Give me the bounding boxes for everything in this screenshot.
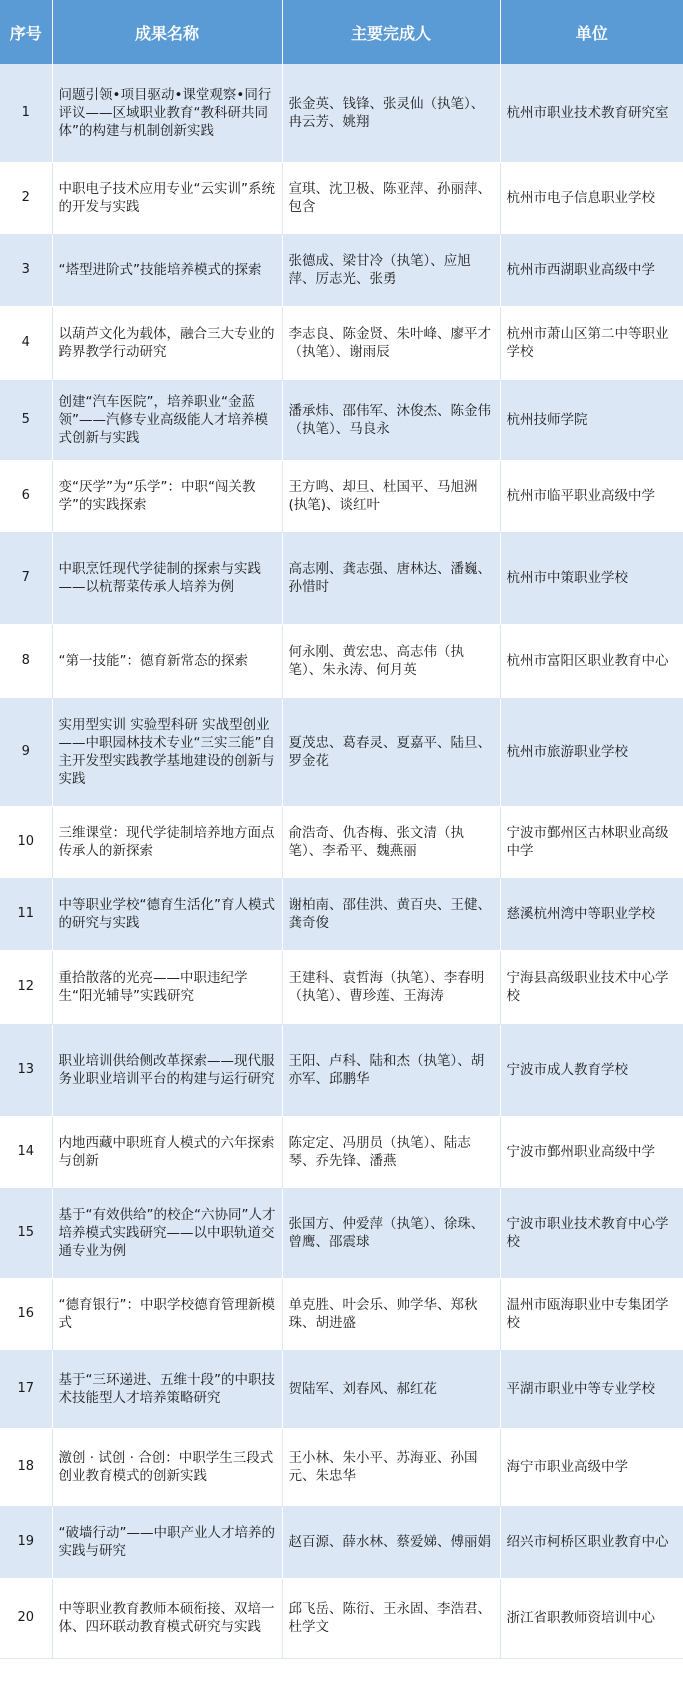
table-body	[0, 64, 683, 1658]
cell-people: 张德成、梁甘冷（执笔）、应旭萍、厉志光、张勇	[282, 234, 500, 306]
table-row	[0, 64, 683, 162]
cell-unit: 宁波市鄞州区古林职业高级中学	[500, 806, 683, 878]
cell-people: 高志刚、龚志强、唐林达、潘巍、孙惜时	[282, 532, 500, 624]
table-row	[0, 532, 683, 624]
cell-people: 宣琪、沈卫极、陈亚萍、孙丽萍、包含	[282, 162, 500, 234]
cell-no: 1	[0, 64, 52, 162]
cell-unit: 杭州市电子信息职业学校	[500, 162, 683, 234]
table-row	[0, 1578, 683, 1658]
table-row	[0, 698, 683, 806]
table-row	[0, 878, 683, 950]
cell-no: 20	[0, 1578, 52, 1658]
cell-people: 王建科、袁哲海（执笔）、李春明（执笔）、曹珍莲、王海涛	[282, 950, 500, 1024]
table-row	[0, 162, 683, 234]
cell-unit: 杭州市职业技术教育研究室	[500, 64, 683, 162]
cell-title: 三维课堂：现代学徒制培养地方面点传承人的新探索	[52, 806, 282, 878]
cell-no: 11	[0, 878, 52, 950]
cell-no: 16	[0, 1278, 52, 1350]
cell-unit: 杭州市富阳区职业教育中心	[500, 624, 683, 698]
cell-no: 4	[0, 306, 52, 380]
cell-title: “塔型进阶式”技能培养模式的探索	[52, 234, 282, 306]
cell-no: 15	[0, 1188, 52, 1278]
cell-title: 激创 · 试创 · 合创：中职学生三段式创业教育模式的创新实践	[52, 1428, 282, 1506]
cell-people: 贺陆军、刘春风、郝红花	[282, 1350, 500, 1428]
cell-title: 变“厌学”为“乐学”：中职“闯关教学”的实践探索	[52, 460, 282, 532]
table-row	[0, 460, 683, 532]
cell-unit: 杭州市萧山区第二中等职业学校	[500, 306, 683, 380]
cell-title: 内地西藏中职班育人模式的六年探索与创新	[52, 1116, 282, 1188]
cell-title: 中职烹饪现代学徒制的探索与实践——以杭帮菜传承人培养为例	[52, 532, 282, 624]
cell-unit: 杭州技师学院	[500, 380, 683, 460]
cell-people: 李志良、陈金贤、朱叶峰、廖平才（执笔）、谢雨辰	[282, 306, 500, 380]
cell-title: 以葫芦文化为载体，融合三大专业的跨界教学行动研究	[52, 306, 282, 380]
cell-no: 6	[0, 460, 52, 532]
table-row	[0, 1506, 683, 1578]
cell-people: 王阳、卢科、陆和杰（执笔）、胡亦军、邱鹏华	[282, 1024, 500, 1116]
cell-people: 夏茂忠、葛春灵、夏嘉平、陆旦、罗金花	[282, 698, 500, 806]
cell-people: 单克胜、叶会乐、帅学华、郑秋珠、胡进盛	[282, 1278, 500, 1350]
cell-people: 赵百源、薛水林、蔡爱娣、傅丽娟	[282, 1506, 500, 1578]
cell-no: 7	[0, 532, 52, 624]
cell-unit: 绍兴市柯桥区职业教育中心	[500, 1506, 683, 1578]
cell-unit: 宁波市职业技术教育中心学校	[500, 1188, 683, 1278]
cell-title: 重拾散落的光亮——中职违纪学生“阳光辅导”实践研究	[52, 950, 282, 1024]
cell-title: 职业培训供给侧改革探索——现代服务业职业培训平台的构建与运行研究	[52, 1024, 282, 1116]
cell-unit: 浙江省职教师资培训中心	[500, 1578, 683, 1658]
cell-no: 3	[0, 234, 52, 306]
cell-no: 10	[0, 806, 52, 878]
cell-people: 何永刚、黄宏忠、高志伟（执笔）、朱永涛、何月英	[282, 624, 500, 698]
header-no: 序号	[0, 0, 52, 64]
table-row	[0, 306, 683, 380]
cell-people: 王方鸣、却旦、杜国平、马旭洲(执笔)、谈红叶	[282, 460, 500, 532]
cell-unit: 平湖市职业中等专业学校	[500, 1350, 683, 1428]
cell-no: 5	[0, 380, 52, 460]
cell-title: 中职电子技术应用专业“云实训”系统的开发与实践	[52, 162, 282, 234]
table-row	[0, 624, 683, 698]
header-people: 主要完成人	[282, 0, 500, 64]
cell-unit: 杭州市临平职业高级中学	[500, 460, 683, 532]
table-header	[0, 0, 683, 64]
cell-no: 9	[0, 698, 52, 806]
table-row	[0, 1428, 683, 1506]
cell-unit: 杭州市西湖职业高级中学	[500, 234, 683, 306]
cell-title: 创建“汽车医院”，培养职业“金蓝领”——汽修专业高级能人才培养模式创新与实践	[52, 380, 282, 460]
cell-no: 18	[0, 1428, 52, 1506]
cell-people: 潘承炜、邵伟军、沐俊杰、陈金伟（执笔）、马良永	[282, 380, 500, 460]
cell-people: 张国方、仲爱萍（执笔）、徐珠、曾鹰、邵震球	[282, 1188, 500, 1278]
table-row	[0, 234, 683, 306]
cell-people: 谢柏南、邵佳洪、黄百央、王健、龚奇俊	[282, 878, 500, 950]
cell-no: 8	[0, 624, 52, 698]
cell-unit: 宁波市成人教育学校	[500, 1024, 683, 1116]
cell-unit: 杭州市中策职业学校	[500, 532, 683, 624]
table-row	[0, 1024, 683, 1116]
cell-people: 张金英、钱锋、张灵仙（执笔）、冉云芳、姚翔	[282, 64, 500, 162]
cell-unit: 杭州市旅游职业学校	[500, 698, 683, 806]
cell-title: 实用型实训 实验型科研 实战型创业——中职园林技术专业“三实三能”自主开发型实践教学基地建设的创新与实践	[52, 698, 282, 806]
cell-unit: 慈溪杭州湾中等职业学校	[500, 878, 683, 950]
cell-unit: 宁波市鄞州职业高级中学	[500, 1116, 683, 1188]
table-row	[0, 950, 683, 1024]
table-row	[0, 1116, 683, 1188]
cell-title: “破墙行动”——中职产业人才培养的实践与研究	[52, 1506, 282, 1578]
table-row	[0, 1350, 683, 1428]
table-row	[0, 1188, 683, 1278]
cell-people: 王小林、朱小平、苏海亚、孙国元、朱忠华	[282, 1428, 500, 1506]
cell-title: 基于“三环递进、五维十段”的中职技术技能型人才培养策略研究	[52, 1350, 282, 1428]
cell-unit: 温州市瓯海职业中专集团学校	[500, 1278, 683, 1350]
cell-title: “第一技能”：德育新常态的探索	[52, 624, 282, 698]
cell-no: 17	[0, 1350, 52, 1428]
cell-no: 2	[0, 162, 52, 234]
cell-unit: 海宁市职业高级中学	[500, 1428, 683, 1506]
cell-people: 俞浩奇、仇杏梅、张文清（执笔）、李希平、魏燕丽	[282, 806, 500, 878]
table-row	[0, 1278, 683, 1350]
cell-title: 中等职业学校“德育生活化”育人模式的研究与实践	[52, 878, 282, 950]
cell-people: 陈定定、冯朋员（执笔）、陆志琴、乔先锋、潘燕	[282, 1116, 500, 1188]
header-unit: 单位	[500, 0, 683, 64]
table-row	[0, 806, 683, 878]
header-row	[0, 0, 683, 64]
table-row	[0, 380, 683, 460]
header-title: 成果名称	[52, 0, 282, 64]
cell-unit: 宁海县高级职业技术中心学校	[500, 950, 683, 1024]
cell-no: 14	[0, 1116, 52, 1188]
cell-title: 基于“有效供给”的校企“六协同”人才培养模式实践研究——以中职轨道交通专业为例	[52, 1188, 282, 1278]
cell-no: 19	[0, 1506, 52, 1578]
cell-no: 12	[0, 950, 52, 1024]
cell-people: 邱飞岳、陈衍、王永固、李浩君、杜学文	[282, 1578, 500, 1658]
cell-title: “德育银行”：中职学校德育管理新模式	[52, 1278, 282, 1350]
cell-no: 13	[0, 1024, 52, 1116]
cell-title: 问题引领•项目驱动•课堂观察•同行评议——区域职业教育“教科研共同体”的构建与机制创新实践	[52, 64, 282, 162]
cell-title: 中等职业教育教师本硕衔接、双培一体、四环联动教育模式研究与实践	[52, 1578, 282, 1658]
